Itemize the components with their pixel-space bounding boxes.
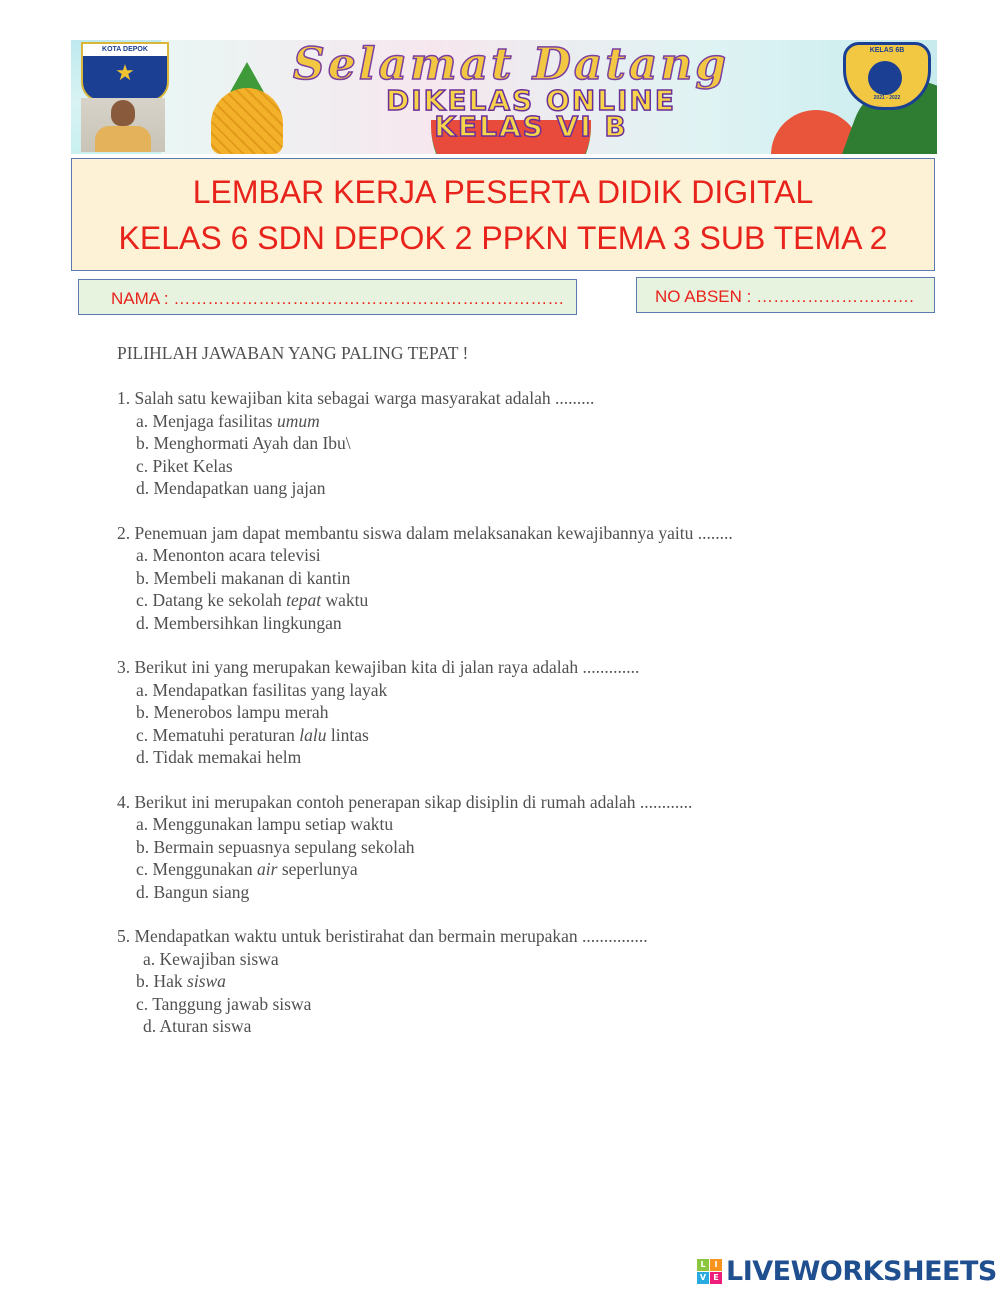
option-text: seperlunya bbox=[277, 859, 358, 879]
online-class-line2: KELAS VI B bbox=[434, 110, 628, 143]
answer-option[interactable] bbox=[117, 948, 937, 971]
header-line-1: LEMBAR KERJA PESERTA DIDIK DIGITAL bbox=[192, 174, 814, 210]
option-text: a. Kewajiban siswa bbox=[143, 948, 279, 969]
answer-option[interactable] bbox=[117, 589, 937, 612]
answer-option[interactable] bbox=[117, 679, 937, 702]
answer-option[interactable] bbox=[117, 432, 937, 455]
option-text: lintas bbox=[326, 724, 369, 745]
answer-option[interactable] bbox=[117, 858, 937, 881]
answer-option[interactable] bbox=[117, 701, 937, 724]
option-text: waktu bbox=[321, 590, 369, 610]
answer-option[interactable] bbox=[117, 1015, 937, 1038]
teacher-photo bbox=[81, 98, 165, 152]
question-1 bbox=[117, 387, 937, 500]
option-text: a. Mendapatkan fasilitas yang layak bbox=[136, 679, 388, 700]
online-class-line1: DIKELAS ONLINE bbox=[386, 84, 676, 117]
question-stem: 3. Berikut ini yang merupakan kewajiban kita di jalan raya adalah ............. bbox=[117, 657, 640, 677]
answer-option[interactable] bbox=[117, 477, 937, 500]
absen-number-field[interactable]: NO ABSEN : ………………………. bbox=[636, 277, 935, 313]
welcome-title: Selamat Datang bbox=[293, 40, 729, 90]
option-text: b. Membeli makanan di kantin bbox=[136, 567, 351, 588]
option-text: d. Aturan siswa bbox=[143, 1016, 252, 1036]
option-text: b. Bermain sepuasnya sepulang sekolah bbox=[136, 836, 415, 857]
answer-option[interactable] bbox=[117, 836, 937, 859]
question-2 bbox=[117, 522, 937, 635]
option-text: a. Menjaga fasilitas bbox=[136, 410, 277, 431]
option-text: d. Membersihkan lingkungan bbox=[136, 612, 342, 633]
question-stem: 4. Berikut ini merupakan contoh penerapan sikap disiplin di rumah adalah ............ bbox=[117, 791, 693, 812]
answer-option[interactable] bbox=[117, 746, 937, 769]
question-list bbox=[117, 342, 937, 1060]
worksheet-header bbox=[71, 158, 935, 271]
question-stem: 5. Mendapatkan waktu untuk beristirahat dan bermain merupakan ............... bbox=[117, 926, 648, 946]
liveworksheets-logo bbox=[697, 1256, 997, 1286]
header-line-2: KELAS 6 SDN DEPOK 2 PPKN TEMA 3 SUB TEMA 2 bbox=[118, 220, 888, 256]
question-3 bbox=[117, 656, 937, 769]
answer-option[interactable] bbox=[117, 724, 937, 747]
option-text: c. Datang ke sekolah bbox=[136, 590, 287, 610]
option-text: c. Piket Kelas bbox=[136, 455, 233, 476]
option-italic-text: umum bbox=[276, 410, 320, 431]
answer-option[interactable] bbox=[117, 567, 937, 590]
option-text: b. Menerobos lampu merah bbox=[136, 702, 329, 722]
questions-container bbox=[117, 387, 937, 1038]
badge-label: KELAS 6B bbox=[869, 47, 905, 54]
option-italic-text: lalu bbox=[299, 724, 327, 745]
answer-option[interactable] bbox=[117, 612, 937, 635]
option-italic-text: air bbox=[257, 859, 278, 879]
name-field[interactable]: NAMA : …………………………………………………………… bbox=[78, 279, 577, 315]
option-text: c. Tanggung jawab siswa bbox=[136, 993, 312, 1014]
question-stem: 2. Penemuan jam dapat membantu siswa dalam melaksanakan kewajibannya yaitu ........ bbox=[117, 522, 733, 543]
question-4 bbox=[117, 791, 937, 904]
question-5 bbox=[117, 925, 937, 1038]
option-text: c. Mematuhi peraturan bbox=[136, 724, 300, 745]
online-class-title bbox=[261, 84, 801, 143]
option-text: b. Menghormati Ayah dan Ibu\ bbox=[136, 433, 351, 453]
option-text: a. Menggunakan lampu setiap waktu bbox=[136, 814, 394, 834]
answer-option[interactable] bbox=[117, 544, 937, 567]
answer-option[interactable] bbox=[117, 410, 937, 433]
option-text: a. Menonton acara televisi bbox=[136, 545, 321, 565]
answer-option[interactable] bbox=[117, 993, 937, 1016]
liveworksheets-brand: LIVEWORKSHEETS bbox=[726, 1255, 997, 1287]
star-icon: ★ bbox=[115, 61, 135, 86]
kota-depok-logo bbox=[81, 42, 169, 102]
welcome-banner bbox=[71, 40, 937, 154]
option-italic-text: siswa bbox=[187, 971, 226, 991]
option-text: c. Menggunakan bbox=[136, 859, 258, 879]
class-badge-logo bbox=[843, 42, 931, 110]
option-text: d. Bangun siang bbox=[136, 881, 250, 902]
logo-caption: KOTA DEPOK bbox=[83, 44, 167, 56]
liveworksheets-blocks-icon: L I V E bbox=[697, 1259, 722, 1284]
answer-option[interactable] bbox=[117, 881, 937, 904]
option-text: d. Tidak memakai helm bbox=[136, 747, 302, 767]
answer-option[interactable] bbox=[117, 970, 937, 993]
instruction-text: PILIHLAH JAWABAN YANG PALING TEPAT ! bbox=[117, 343, 469, 363]
option-text: d. Mendapatkan uang jajan bbox=[136, 478, 326, 498]
option-text: b. Hak bbox=[136, 971, 188, 991]
question-stem: 1. Salah satu kewajiban kita sebagai warga masyarakat adalah ......... bbox=[117, 388, 595, 408]
badge-year: 2021 - 2022 bbox=[873, 95, 901, 101]
option-italic-text: tepat bbox=[286, 590, 322, 610]
answer-option[interactable] bbox=[117, 455, 937, 478]
answer-option[interactable] bbox=[117, 813, 937, 836]
